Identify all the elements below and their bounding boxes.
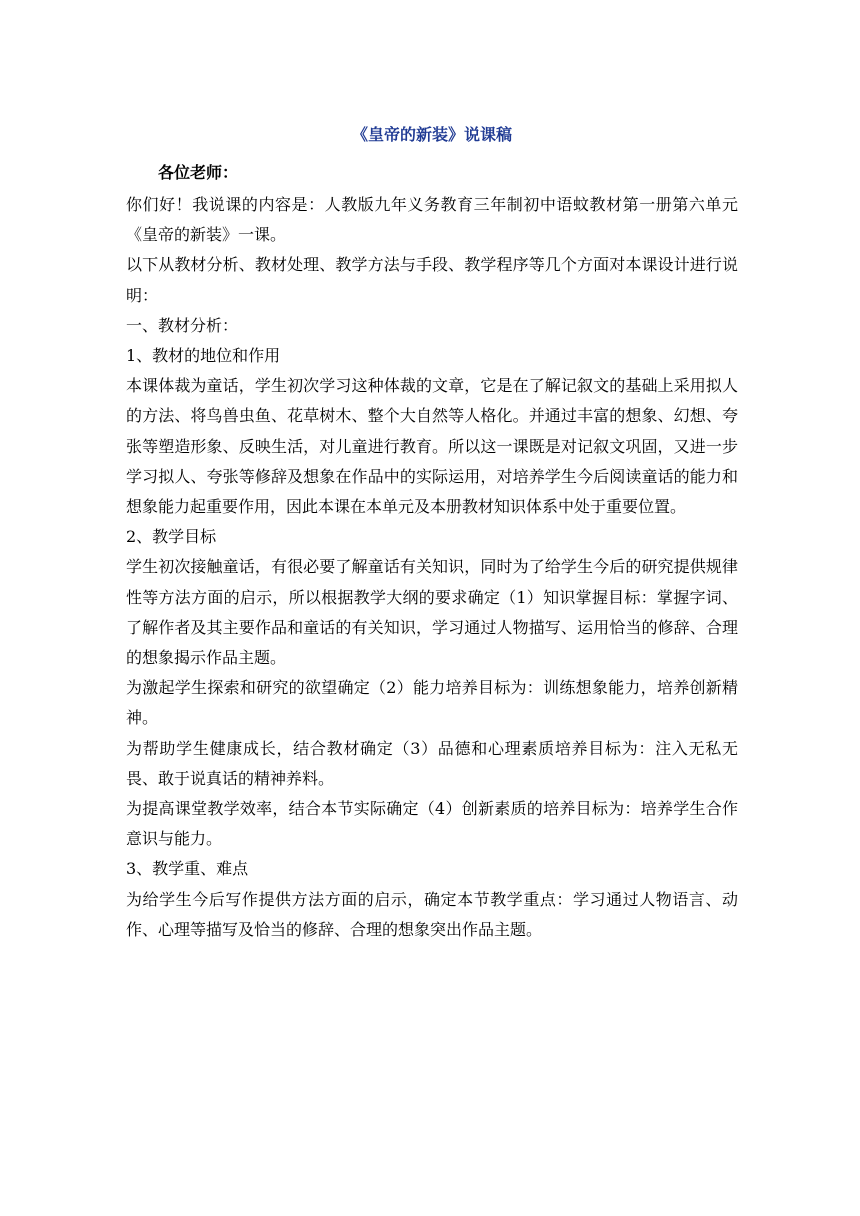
subheading-teaching-goals: 2、教学目标	[126, 527, 217, 547]
paragraph-key-points: 为给学生今后写作提供方法方面的启示，确定本节教学重点：学习通过人物语言、动作、心理等描写及恰当的修辞、合理的想象突出作品主题。	[126, 889, 738, 939]
paragraph-ability-goal: 为激起学生探索和研究的欲望确定（2）能力培养目标为：训练想象能力，培养创新精神。	[126, 678, 738, 728]
subheading-status-role: 1、教材的地位和作用	[126, 346, 281, 366]
paragraph-moral-goal: 为帮助学生健康成长，结合教材确定（3）品德和心理素质培养目标为：注入无私无畏、敢于说真话的精神养料。	[126, 738, 738, 788]
paragraph-intro: 你们好！我说课的内容是：人教版九年义务教育三年制初中语蚊教材第一册第六单元《皇帝的新装》一课。	[126, 195, 738, 245]
document-page	[126, 120, 738, 945]
greeting: 各位老师：	[158, 163, 239, 182]
paragraph-innovation-goal: 为提高课堂教学效率，结合本节实际确定（4）创新素质的培养目标为：培养学生合作意识与能力。	[126, 799, 738, 849]
document-title: 《皇帝的新装》说课稿	[351, 125, 512, 144]
paragraph-status-role: 本课体裁为童话，学生初次学习这种体裁的文章，它是在了解记叙文的基础上采用拟人的方法、将鸟兽虫鱼、花草树木、整个大自然等人格化。并通过丰富的想象、幻想、夸张等塑造形象、反映生活，对儿童进行教育。所以这一课既是对记叙文巩固，又进一步学习拟人、夸张等修辞及想象在作品中的实际运用，对培养学生今后阅读童话的能力和想象能力起重要作用，因此本课在本单元及本册教材知识体系中处于重要位置。	[126, 376, 738, 517]
section-heading-textbook-analysis: 一、教材分析：	[126, 315, 239, 335]
subheading-key-points: 3、教学重、难点	[126, 859, 249, 879]
paragraph-knowledge-goal: 学生初次接触童话，有很必要了解童话有关知识，同时为了给学生今后的研究提供规律性等方法方面的启示，所以根据教学大纲的要求确定（1）知识掌握目标：掌握字词、了解作者及其主要作品和童话的有关知识，学习通过人物描写、运用恰当的修辞、合理的想象揭示作品主题。	[126, 557, 738, 668]
paragraph-outline: 以下从教材分析、教材处理、教学方法与手段、教学程序等几个方面对本课设计进行说明：	[126, 255, 738, 305]
